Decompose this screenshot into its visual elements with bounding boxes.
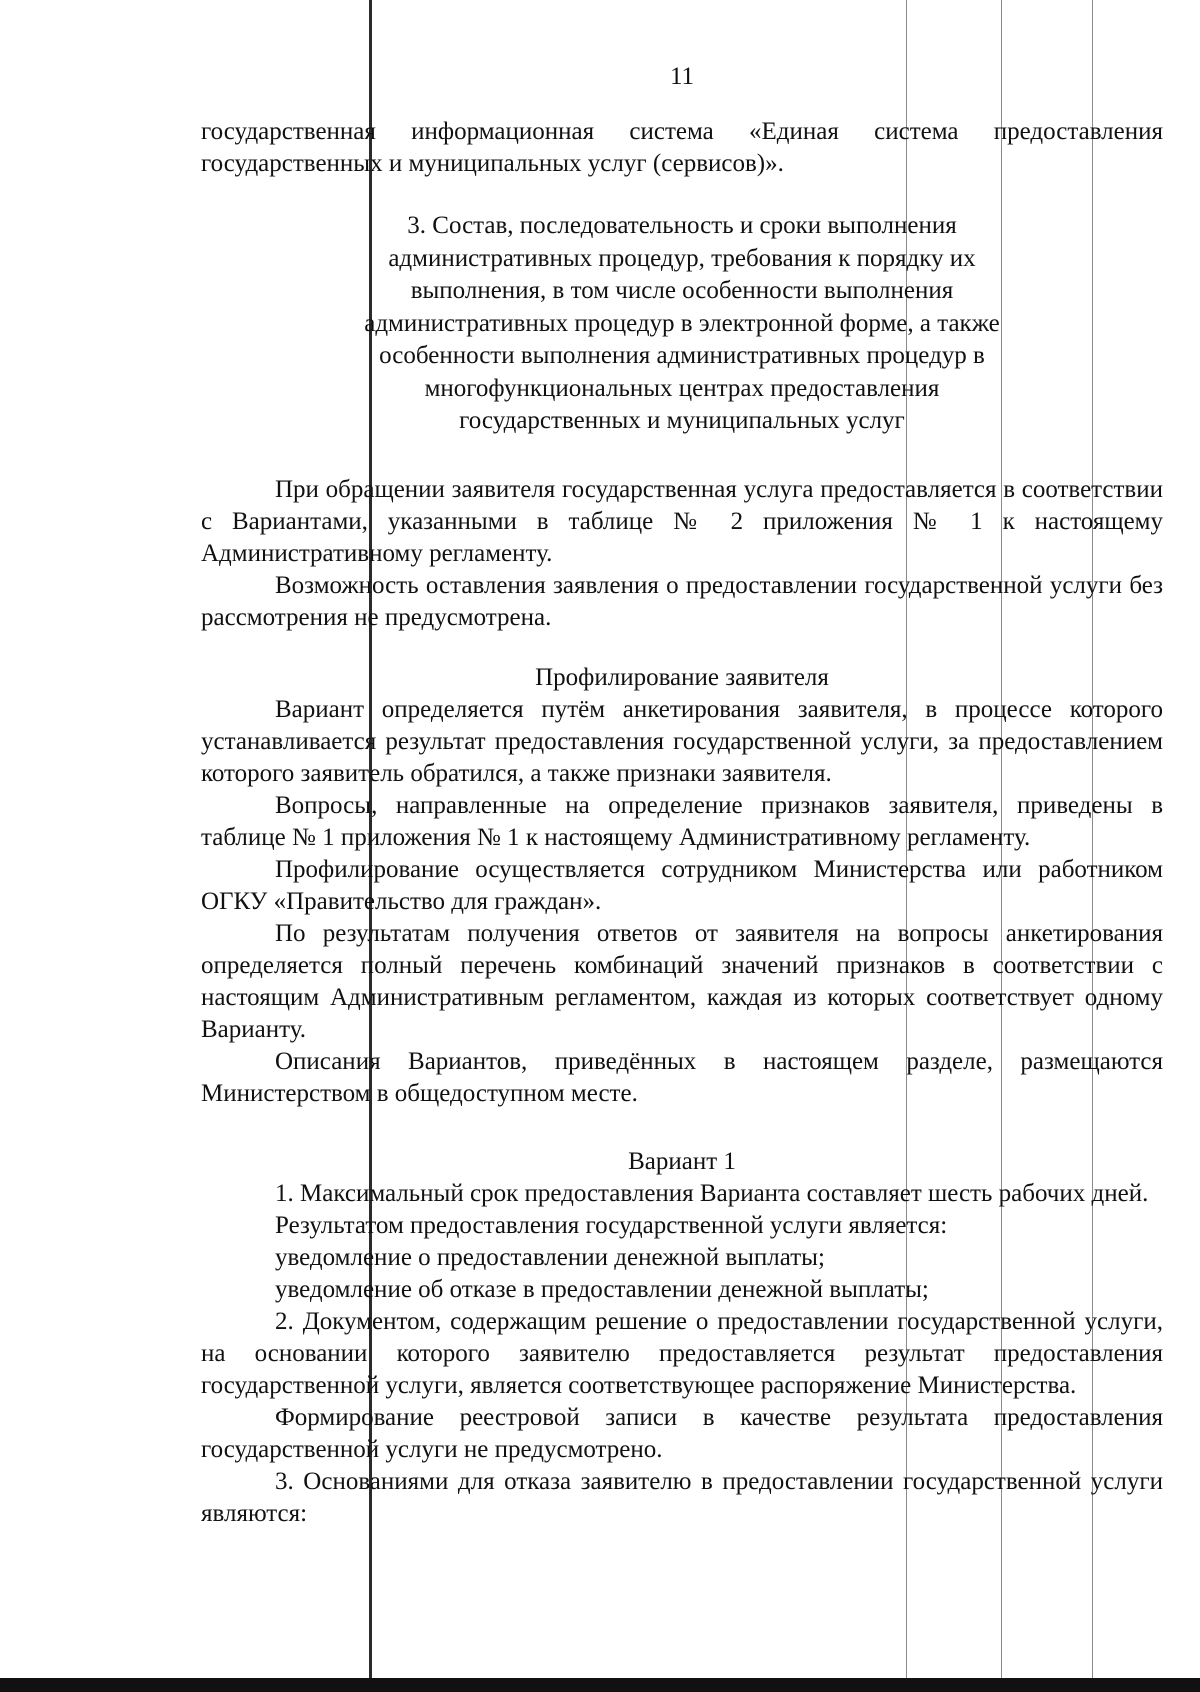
- body-paragraph: При обращении заявителя государственная услуга предоставляется в соответствии с Вариантами, указанными в таблице № 2 приложения № 1 к настоящему Административному регламенту.: [201, 475, 1163, 567]
- variant-heading: Вариант 1: [628, 1147, 736, 1175]
- section-heading: 3. Состав, последовательность и сроки выполнения административных процедур, требования к порядку их выполнения, в том числе особенности выполнения административных процедур в электронной форме, а также особенности выполнения административных процедур в многофункциональных центрах предоставления государственных и муниципальных услуг: [364, 212, 1000, 434]
- scan-bottom-border: [0, 1678, 1200, 1692]
- intro-paragraph: государственная информационная система «Единая система предоставления государственных и муниципальных услуг (сервисов)».: [201, 118, 1163, 177]
- body-paragraph: Возможность оставления заявления о предоставлении государственной услуги без рассмотрения не предусмотрена.: [201, 571, 1163, 631]
- body-paragraph: Результатом предоставления государственной услуги является:: [275, 1211, 948, 1239]
- body-paragraph: 3. Основаниями для отказа заявителю в предоставлении государственной услуги являются:: [201, 1467, 1163, 1527]
- body-paragraph: Формирование реестровой записи в качестве результата предоставления государственной услуги не предусмотрено.: [201, 1403, 1163, 1463]
- list-item: уведомление об отказе в предоставлении денежной выплаты;: [275, 1275, 929, 1303]
- body-paragraph: Описания Вариантов, приведённых в настоящем разделе, размещаются Министерством в общедоступном месте.: [201, 1047, 1163, 1107]
- list-item: уведомление о предоставлении денежной выплаты;: [275, 1243, 825, 1271]
- body-paragraph: По результатам получения ответов от заявителя на вопросы анкетирования определяется полный перечень комбинаций значений признаков в соответствии с настоящим Административным регламентом, каждая из которых соответствует одному Варианту.: [201, 919, 1163, 1043]
- body-paragraph: Профилирование осуществляется сотрудником Министерства или работником ОГКУ «Правительство для граждан».: [201, 855, 1163, 915]
- subsection-heading: Профилирование заявителя: [535, 663, 829, 691]
- body-paragraph: Вариант определяется путём анкетирования заявителя, в процессе которого устанавливается результат предоставления государственной услуги, за предоставлением которого заявитель обратился, а также признаки заявителя.: [201, 695, 1163, 787]
- page-number: 11: [669, 63, 695, 90]
- text-column: [201, 60, 1163, 1530]
- body-paragraph: Вопросы, направленные на определение признаков заявителя, приведены в таблице № 1 приложения № 1 к настоящему Административному регламенту.: [201, 791, 1163, 851]
- body-paragraph: 1. Максимальный срок предоставления Варианта составляет шесть рабочих дней.: [275, 1179, 1149, 1207]
- body-paragraph: 2. Документом, содержащим решение о предоставлении государственной услуги, на основании которого заявителю предоставляется результат предоставления государственной услуги, является соответствующее распоряжение Министерства.: [201, 1307, 1163, 1399]
